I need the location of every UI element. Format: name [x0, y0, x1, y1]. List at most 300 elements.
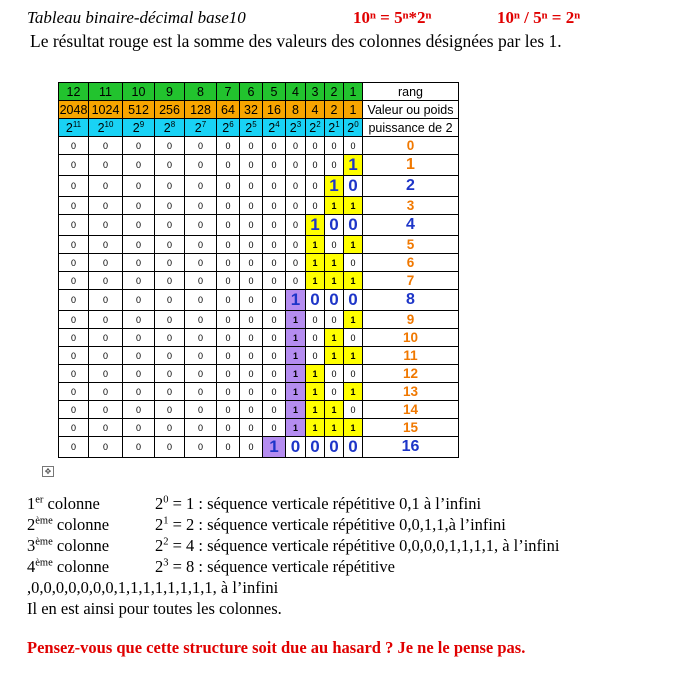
puissance-label: puissance de 2	[363, 119, 459, 137]
bit-cell: 0	[185, 347, 217, 365]
rang-cell: 2	[325, 83, 344, 101]
power-exponent: 11	[72, 119, 82, 129]
result-cell: 6	[363, 254, 459, 272]
document-title: Tableau binaire-décimal base10	[27, 8, 246, 27]
bit-cell: 0	[344, 137, 363, 155]
bit-cell: 0	[89, 347, 123, 365]
bit-cell: 0	[185, 401, 217, 419]
bit-cell: 0	[240, 311, 263, 329]
bit-cell: 0	[89, 254, 123, 272]
bit-cell: 0	[155, 215, 185, 236]
bit-cell: 0	[240, 197, 263, 215]
bit-cell: 1	[286, 419, 306, 437]
poids-cell: 1	[344, 101, 363, 119]
bit-cell: 0	[123, 176, 155, 197]
bit-cell: 0	[240, 365, 263, 383]
result-cell: 5	[363, 236, 459, 254]
puissance-cell	[286, 119, 306, 137]
bit-cell: 1	[286, 329, 306, 347]
bit-cell: 0	[217, 272, 240, 290]
bit-cell: 0	[185, 383, 217, 401]
bit-cell: 0	[240, 254, 263, 272]
result-cell: 3	[363, 197, 459, 215]
bit-cell: 1	[344, 347, 363, 365]
result-cell: 4	[363, 215, 459, 236]
result-cell: 10	[363, 329, 459, 347]
bit-cell: 0	[240, 137, 263, 155]
bit-cell: 0	[59, 437, 89, 458]
bit-cell: 0	[59, 155, 89, 176]
result-cell: 9	[363, 311, 459, 329]
bit-cell: 0	[263, 383, 286, 401]
bit-cell: 0	[263, 329, 286, 347]
header	[27, 8, 667, 30]
bit-cell: 0	[286, 197, 306, 215]
continuation-line: ,0,0,0,0,0,0,0,1,1,1,1,1,1,1,1, à l’infini	[27, 578, 279, 597]
bit-cell: 0	[240, 155, 263, 176]
poids-cell: 2	[325, 101, 344, 119]
column-explanations	[27, 494, 560, 620]
power-base: 2	[222, 121, 230, 136]
bit-cell: 0	[155, 383, 185, 401]
bit-cell: 0	[325, 311, 344, 329]
power-exponent: 0	[354, 119, 359, 129]
power-base: 2	[268, 121, 276, 136]
bit-cell: 1	[344, 272, 363, 290]
bit-cell: 0	[123, 329, 155, 347]
table-row	[59, 176, 459, 197]
bit-cell: 0	[263, 272, 286, 290]
bit-cell: 0	[217, 215, 240, 236]
bit-cell: 1	[306, 419, 325, 437]
bit-cell: 0	[123, 365, 155, 383]
table-row	[59, 383, 459, 401]
closing-line: Il en est ainsi pour toutes les colonnes.	[27, 599, 282, 618]
column-line: 3ème colonne $2^2 = 4$ : séquence verticale répétitive 0,0,0,0,1,1,1,1, à l’infini	[27, 536, 560, 555]
puissance-cell	[240, 119, 263, 137]
table-row	[59, 437, 459, 458]
bit-cell: 1	[344, 155, 363, 176]
column-line: 4ème colonne $2^3 = 8$ : séquence verticale répétitive	[27, 557, 395, 576]
bit-cell: 0	[185, 254, 217, 272]
table-row	[59, 215, 459, 236]
puissance-cell	[123, 119, 155, 137]
bit-cell: 0	[185, 437, 217, 458]
bit-cell: 0	[123, 311, 155, 329]
bit-cell: 1	[263, 437, 286, 458]
bit-cell: 0	[185, 137, 217, 155]
bit-cell: 0	[306, 437, 325, 458]
result-cell: 0	[363, 137, 459, 155]
bit-cell: 1	[325, 254, 344, 272]
bit-cell: 0	[263, 290, 286, 311]
bit-cell: 0	[59, 383, 89, 401]
rang-cell: 1	[344, 83, 363, 101]
bit-cell: 0	[325, 137, 344, 155]
poids-cell: 128	[185, 101, 217, 119]
bit-cell: 0	[59, 197, 89, 215]
bit-cell: 0	[263, 365, 286, 383]
bit-cell: 0	[263, 137, 286, 155]
bit-cell: 0	[155, 137, 185, 155]
bit-cell: 0	[155, 272, 185, 290]
bit-cell: 0	[240, 236, 263, 254]
power-exponent: 1	[335, 119, 340, 129]
formula-2: 10ⁿ / 5ⁿ = 2ⁿ	[497, 8, 581, 27]
bit-cell: 0	[185, 329, 217, 347]
bit-cell: 0	[217, 176, 240, 197]
bit-cell: 0	[344, 329, 363, 347]
poids-cell: 512	[123, 101, 155, 119]
bit-cell: 1	[325, 419, 344, 437]
power-exponent: 2	[316, 119, 321, 129]
bit-cell: 0	[155, 236, 185, 254]
bit-cell: 1	[286, 365, 306, 383]
bit-cell: 0	[123, 383, 155, 401]
bit-cell: 0	[155, 329, 185, 347]
bit-cell: 0	[89, 236, 123, 254]
power-exponent: 7	[201, 119, 207, 129]
bit-cell: 0	[240, 347, 263, 365]
bit-cell: 0	[217, 254, 240, 272]
bit-cell: 0	[344, 437, 363, 458]
bit-cell: 0	[263, 347, 286, 365]
bit-cell: 0	[89, 215, 123, 236]
rang-label: rang	[363, 83, 459, 101]
poids-cell: 8	[286, 101, 306, 119]
table-row	[59, 365, 459, 383]
bit-cell: 0	[240, 437, 263, 458]
power-base: 2	[289, 121, 297, 136]
bit-cell: 0	[123, 401, 155, 419]
bit-cell: 1	[306, 215, 325, 236]
power-base: 2	[194, 121, 202, 136]
power-exponent: 6	[229, 119, 234, 129]
bit-cell: 1	[344, 383, 363, 401]
power-base: 2	[347, 121, 355, 136]
table-row	[59, 197, 459, 215]
bit-cell: 0	[286, 254, 306, 272]
power-base: 2	[132, 121, 140, 136]
poids-row	[59, 101, 459, 119]
bit-cell: 0	[155, 197, 185, 215]
bit-cell: 0	[89, 155, 123, 176]
bit-cell: 0	[59, 137, 89, 155]
bit-cell: 0	[185, 365, 217, 383]
bit-cell: 0	[155, 401, 185, 419]
power-base: 2	[309, 121, 317, 136]
rang-row	[59, 83, 459, 101]
move-handle-icon[interactable]: ✥	[42, 466, 54, 477]
bit-cell: 0	[263, 215, 286, 236]
bit-cell: 0	[263, 311, 286, 329]
poids-label: Valeur ou poids	[363, 101, 459, 119]
bit-cell: 0	[123, 236, 155, 254]
bit-cell: 0	[89, 383, 123, 401]
power-base: 2	[97, 121, 105, 136]
bit-cell: 0	[185, 197, 217, 215]
bit-cell: 0	[155, 155, 185, 176]
bit-cell: 0	[325, 290, 344, 311]
bit-cell: 0	[344, 215, 363, 236]
bit-cell: 0	[325, 365, 344, 383]
rang-cell: 5	[263, 83, 286, 101]
bit-cell: 0	[263, 254, 286, 272]
puissance-cell	[185, 119, 217, 137]
bit-cell: 0	[306, 347, 325, 365]
bit-cell: 0	[123, 290, 155, 311]
result-cell: 1	[363, 155, 459, 176]
poids-cell: 64	[217, 101, 240, 119]
bit-cell: 0	[240, 215, 263, 236]
power-exponent: 3	[296, 119, 302, 129]
bit-cell: 1	[325, 329, 344, 347]
bit-cell: 0	[89, 401, 123, 419]
conclusion: Pensez-vous que cette structure soit due au hasard ? Je ne le pense pas.	[27, 638, 526, 657]
bit-cell: 0	[59, 176, 89, 197]
bit-cell: 0	[155, 347, 185, 365]
bit-cell: 0	[286, 215, 306, 236]
bit-cell: 0	[325, 437, 344, 458]
bit-cell: 1	[306, 254, 325, 272]
bit-cell: 0	[217, 197, 240, 215]
bit-cell: 0	[155, 311, 185, 329]
result-cell: 12	[363, 365, 459, 383]
bit-cell: 0	[185, 236, 217, 254]
bit-cell: 0	[306, 155, 325, 176]
bit-cell: 0	[123, 155, 155, 176]
bit-cell: 0	[155, 176, 185, 197]
column-line: 1er colonne $2^0 = 1$ : séquence verticale répétitive 0,1 à l’infini	[27, 494, 482, 513]
bit-cell: 0	[185, 311, 217, 329]
bit-cell: 0	[240, 383, 263, 401]
bit-cell: 0	[263, 197, 286, 215]
bit-cell: 0	[59, 401, 89, 419]
puissance-cell	[155, 119, 185, 137]
bit-cell: 0	[155, 365, 185, 383]
bit-cell: 0	[263, 419, 286, 437]
puissance-cell	[306, 119, 325, 137]
bit-cell: 1	[306, 401, 325, 419]
rang-cell: 4	[286, 83, 306, 101]
bit-cell: 0	[240, 176, 263, 197]
bit-cell: 1	[325, 347, 344, 365]
bit-cell: 1	[344, 197, 363, 215]
bit-cell: 0	[217, 290, 240, 311]
bit-cell: 1	[325, 176, 344, 197]
bit-cell: 0	[263, 401, 286, 419]
bit-cell: 0	[155, 254, 185, 272]
bit-cell: 0	[217, 437, 240, 458]
table-row	[59, 155, 459, 176]
bit-cell: 0	[185, 272, 217, 290]
bit-cell: 0	[217, 419, 240, 437]
bit-cell: 0	[344, 176, 363, 197]
puissance-row	[59, 119, 459, 137]
table-row	[59, 137, 459, 155]
bit-cell: 0	[123, 419, 155, 437]
bit-cell: 0	[240, 329, 263, 347]
power-base: 2	[245, 121, 253, 136]
bit-cell: 0	[59, 419, 89, 437]
table-row	[59, 236, 459, 254]
poids-cell: 256	[155, 101, 185, 119]
table-row	[59, 290, 459, 311]
power-exponent: 9	[139, 119, 145, 129]
bit-cell: 0	[89, 437, 123, 458]
bit-cell: 0	[344, 365, 363, 383]
bit-cell: 0	[344, 401, 363, 419]
table-row	[59, 329, 459, 347]
bit-cell: 0	[185, 215, 217, 236]
bit-cell: 1	[344, 419, 363, 437]
power-base: 2	[328, 121, 336, 136]
bit-cell: 1	[286, 401, 306, 419]
bit-cell: 0	[286, 437, 306, 458]
poids-cell: 16	[263, 101, 286, 119]
rang-cell: 9	[155, 83, 185, 101]
puissance-cell	[59, 119, 89, 137]
bit-cell: 0	[306, 137, 325, 155]
puissance-cell	[344, 119, 363, 137]
bit-cell: 0	[59, 290, 89, 311]
puissance-cell	[217, 119, 240, 137]
bit-cell: 0	[286, 176, 306, 197]
bit-cell: 0	[217, 401, 240, 419]
puissance-cell	[89, 119, 123, 137]
bit-cell: 0	[89, 272, 123, 290]
bit-cell: 0	[286, 236, 306, 254]
power-base: 2	[65, 121, 73, 136]
bit-cell: 1	[344, 236, 363, 254]
bit-cell: 0	[185, 155, 217, 176]
formula-1: 10ⁿ = 5ⁿ*2ⁿ	[353, 8, 432, 27]
rang-cell: 7	[217, 83, 240, 101]
result-cell: 13	[363, 383, 459, 401]
bit-cell: 0	[325, 155, 344, 176]
bit-cell: 0	[306, 311, 325, 329]
bit-cell: 0	[263, 176, 286, 197]
bit-cell: 0	[344, 254, 363, 272]
rang-cell: 10	[123, 83, 155, 101]
table-row	[59, 347, 459, 365]
bit-cell: 0	[59, 215, 89, 236]
puissance-cell	[263, 119, 286, 137]
result-cell: 2	[363, 176, 459, 197]
bit-cell: 0	[306, 197, 325, 215]
power-exponent: 4	[275, 119, 280, 129]
result-cell: 7	[363, 272, 459, 290]
rang-cell: 6	[240, 83, 263, 101]
bit-cell: 0	[89, 176, 123, 197]
bit-cell: 0	[123, 272, 155, 290]
bit-cell: 0	[59, 365, 89, 383]
bit-cell: 0	[217, 329, 240, 347]
bit-cell: 0	[155, 290, 185, 311]
bit-cell: 0	[89, 137, 123, 155]
result-cell: 11	[363, 347, 459, 365]
bit-cell: 0	[217, 365, 240, 383]
bit-cell: 0	[89, 419, 123, 437]
bit-cell: 0	[306, 176, 325, 197]
table-row	[59, 272, 459, 290]
bit-cell: 1	[286, 383, 306, 401]
table-row	[59, 254, 459, 272]
bit-cell: 0	[123, 137, 155, 155]
bit-cell: 0	[217, 383, 240, 401]
bit-cell: 0	[59, 236, 89, 254]
bit-cell: 0	[325, 236, 344, 254]
rang-cell: 8	[185, 83, 217, 101]
bit-cell: 0	[89, 365, 123, 383]
bit-cell: 1	[325, 401, 344, 419]
bit-cell: 1	[286, 347, 306, 365]
rang-cell: 11	[89, 83, 123, 101]
result-cell: 14	[363, 401, 459, 419]
bit-cell: 1	[286, 290, 306, 311]
bit-cell: 0	[59, 254, 89, 272]
power-exponent: 8	[170, 119, 176, 129]
bit-cell: 0	[123, 197, 155, 215]
bit-cell: 1	[286, 311, 306, 329]
column-line: 2ème colonne $2^1 = 2$ : séquence verticale répétitive 0,0,1,1,à l’infini	[27, 515, 506, 534]
bit-cell: 0	[123, 437, 155, 458]
result-cell: 8	[363, 290, 459, 311]
bit-cell: 0	[89, 311, 123, 329]
bit-cell: 0	[89, 197, 123, 215]
rang-cell: 12	[59, 83, 89, 101]
bit-cell: 1	[306, 365, 325, 383]
bit-cell: 0	[240, 401, 263, 419]
bit-cell: 0	[263, 236, 286, 254]
bit-cell: 0	[217, 311, 240, 329]
bit-cell: 1	[344, 311, 363, 329]
bit-cell: 0	[89, 290, 123, 311]
bit-cell: 0	[59, 311, 89, 329]
power-exponent: 10	[104, 119, 114, 129]
bit-cell: 0	[123, 254, 155, 272]
poids-cell: 4	[306, 101, 325, 119]
bit-cell: 0	[59, 272, 89, 290]
bit-cell: 1	[325, 197, 344, 215]
poids-cell: 32	[240, 101, 263, 119]
bit-cell: 0	[59, 347, 89, 365]
bit-cell: 0	[217, 236, 240, 254]
bit-cell: 0	[240, 272, 263, 290]
bit-cell: 0	[325, 383, 344, 401]
bit-cell: 0	[263, 155, 286, 176]
bit-cell: 0	[89, 329, 123, 347]
bit-cell: 0	[286, 272, 306, 290]
bit-cell: 0	[123, 347, 155, 365]
bit-cell: 0	[217, 155, 240, 176]
table-row	[59, 419, 459, 437]
bit-cell: 0	[185, 290, 217, 311]
result-cell: 16	[363, 437, 459, 458]
bit-cell: 0	[155, 437, 185, 458]
bit-cell: 0	[306, 329, 325, 347]
bit-cell: 1	[306, 383, 325, 401]
bit-cell: 0	[325, 215, 344, 236]
bit-cell: 0	[185, 419, 217, 437]
power-exponent: 5	[252, 119, 257, 129]
bit-cell: 1	[306, 272, 325, 290]
rang-cell: 3	[306, 83, 325, 101]
bit-cell: 0	[217, 347, 240, 365]
table-row	[59, 311, 459, 329]
bit-cell: 0	[59, 329, 89, 347]
bit-cell: 0	[240, 290, 263, 311]
